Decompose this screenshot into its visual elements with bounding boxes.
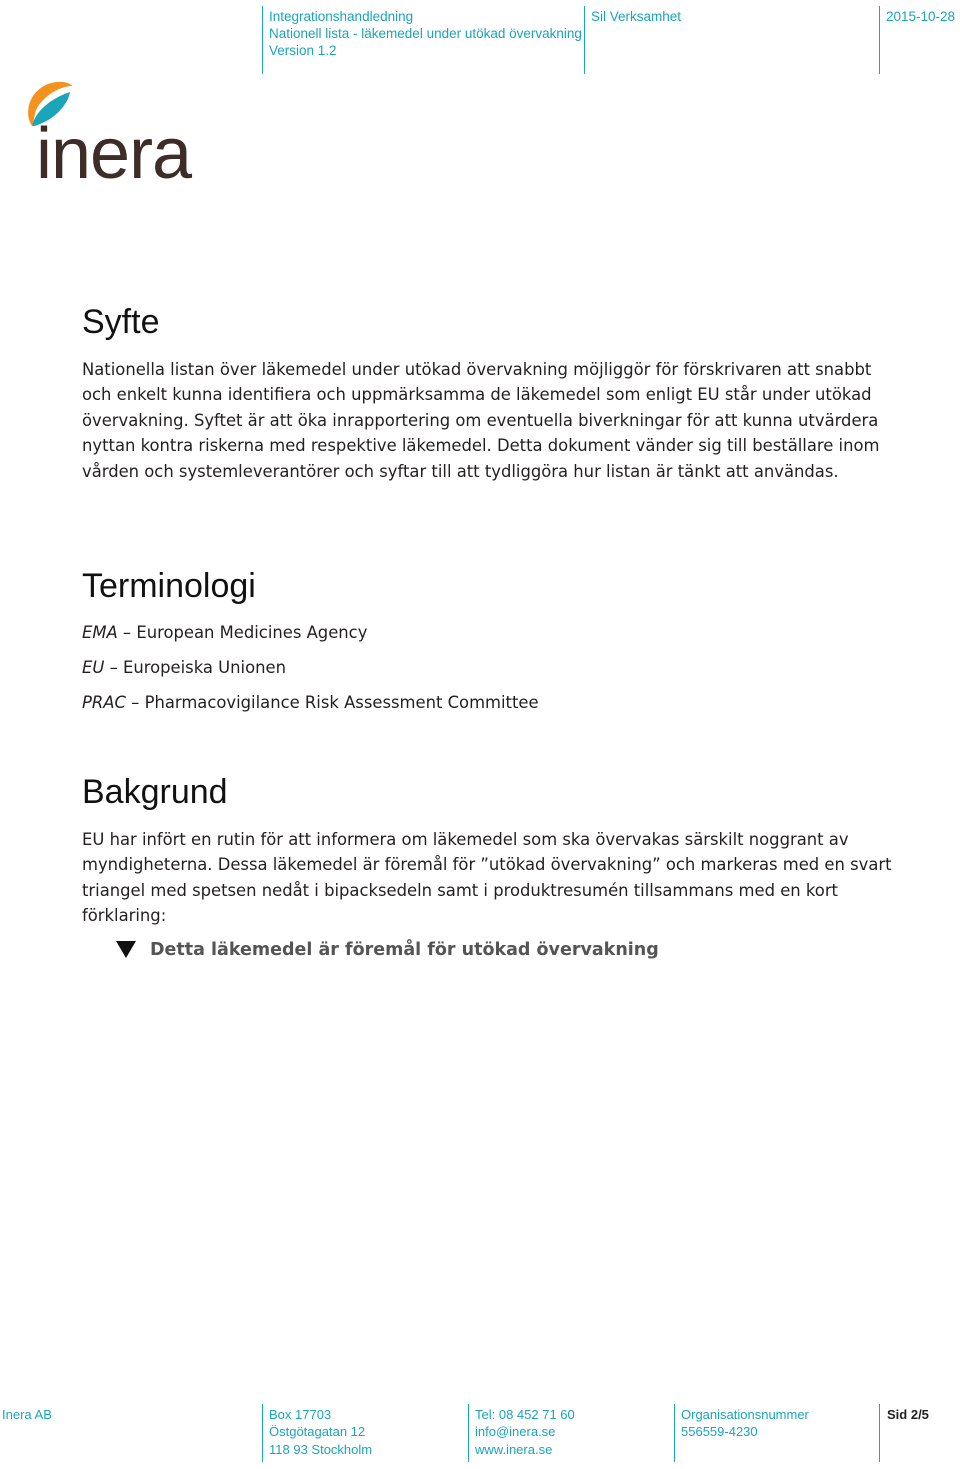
header-document-info [269,8,582,59]
footer-company-col [2,1406,52,1423]
footer-org-number: 556559-4230 [681,1424,758,1440]
footer-divider [262,1404,263,1462]
term-item [82,691,539,715]
footer-divider [879,1404,880,1462]
page-number: Sid 2/5 [887,1407,929,1422]
monitoring-notice-text: Detta läkemedel är föremål för utökad övervakning [150,940,659,960]
footer-address-line: 118 93 Stockholm [269,1441,373,1457]
term-meaning: European Medicines Agency [136,623,368,642]
footer-company: Inera AB [2,1407,52,1422]
footer-phone: Tel: 08 452 71 60 [475,1407,575,1422]
term-item [82,621,367,645]
header-date: 2015-10-28 [886,9,956,24]
syfte-paragraph: Nationella listan över läkemedel under utökad övervakning möjliggör för förskrivaren att snabbt och enkelt kunna identifiera och uppmärksamma de läkemedel som enligt EU står under utökad övervakning. Syftet är att öka inrapportering om eventuella biverkningar för att kunna utvärdera nyttan kontra riskerna med respektive läkemedel. Detta dokument vänder sig till beställare inom vården och systemleverantörer och syftar till att tydliggöra hur listan är tänkt att användas. [82,360,880,481]
term-meaning: Europeiska Unionen [122,658,287,677]
heading-terminologi: Terminologi [82,567,256,605]
bakgrund-paragraph: EU har infört en rutin för att informera om läkemedel som ska övervakas särskilt noggrant av myndigheterna. Dessa läkemedel är föremål för ”utökad övervakning” och markeras med en svart triangel med spetsen nedåt i bipacksedeln samt i produktresumén tillsammans med en kort förklaring: [82,830,892,926]
footer-address-col [269,1406,372,1458]
footer-address-line: Box 17703 [269,1407,332,1422]
term-abbr: EMA [82,623,118,642]
term-separator: – [125,693,145,712]
header-doc-type: Integrationshandledning [269,9,414,24]
header-version: Version 1.2 [269,43,337,58]
footer-org-col [681,1406,809,1441]
term-item [82,656,286,680]
footer-divider [468,1404,469,1462]
header-doc-title: Nationell lista - läkemedel under utökad övervakning [269,26,582,41]
term-separator: – [104,658,123,677]
footer-website: www.inera.se [475,1441,553,1457]
footer-email: info@inera.se [475,1424,556,1440]
black-triangle-icon [116,941,136,958]
header-department: Sil Verksamhet [591,9,682,24]
header-department-col [591,8,681,25]
header-date-col [886,8,955,25]
term-meaning: Pharmacovigilance Risk Assessment Committee [144,693,539,712]
term-separator: – [117,623,137,642]
header-divider [879,6,880,74]
term-abbr: PRAC [82,693,126,712]
footer-contact-col [475,1406,575,1458]
heading-syfte: Syfte [82,303,160,341]
header-divider [262,6,263,74]
header-divider [584,6,585,74]
footer-page-col [887,1406,929,1423]
footer-org-label: Organisationsnummer [681,1407,809,1422]
inera-logo-wordmark: inera [36,114,192,194]
term-abbr: EU [82,658,105,677]
heading-bakgrund: Bakgrund [82,773,228,811]
footer-divider [674,1404,675,1462]
footer-address-line: Östgötagatan 12 [269,1424,366,1440]
